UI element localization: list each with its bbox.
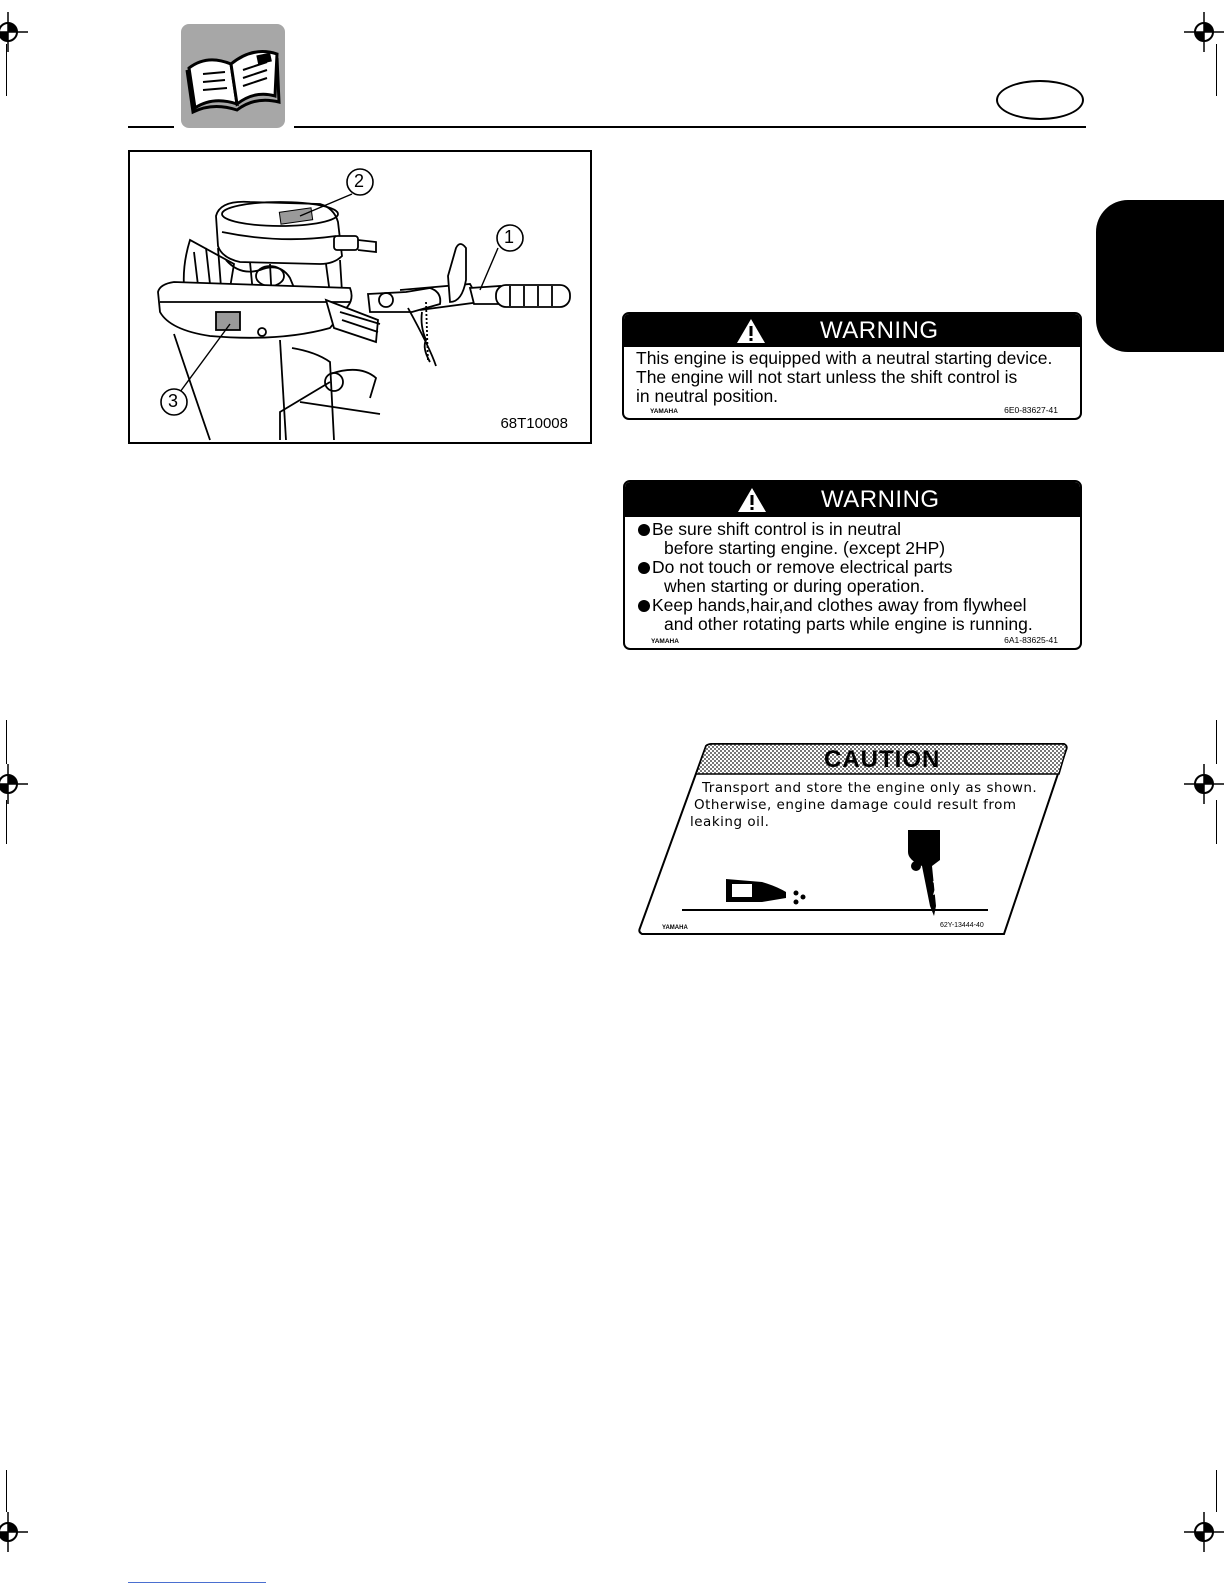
caution-line: leaking oil.	[690, 814, 770, 830]
bullet-dot	[638, 562, 650, 574]
warning-triangle-icon	[737, 487, 767, 513]
crop-line	[6, 720, 7, 764]
warning-title: WARNING	[821, 485, 940, 513]
registration-mark-middle-right	[1184, 764, 1224, 804]
section-tab	[1096, 200, 1224, 352]
registration-mark-bottom-left	[0, 1512, 28, 1552]
brand-text: YAMAHA	[650, 408, 678, 415]
language-indicator-oval	[996, 80, 1084, 120]
label-part-number: 6A1-83625-41	[1004, 635, 1058, 645]
bullet-dot	[638, 600, 650, 612]
bullet-line: and other rotating parts while engine is running.	[664, 614, 1033, 634]
caution-title: CAUTION	[824, 746, 941, 773]
registration-mark-bottom-right	[1184, 1512, 1224, 1552]
callout-2-label: 2	[354, 171, 365, 191]
bullet-line: Be sure shift control is in neutral	[652, 519, 902, 539]
callout-3-label: 3	[168, 391, 179, 411]
warning-label-neutral-start	[622, 312, 1082, 420]
open-book-icon	[181, 24, 285, 128]
caution-line: Otherwise, engine damage could result from	[694, 797, 1017, 813]
bullet-dot	[638, 524, 650, 536]
warning-bullet	[638, 520, 1080, 558]
outboard-engine-figure	[128, 150, 592, 444]
label-part-number: 62Y-13444-40	[940, 922, 984, 929]
footer-rule	[128, 1582, 266, 1583]
warning-bullet	[638, 596, 1080, 634]
crop-line	[6, 44, 7, 96]
crop-line	[1216, 1470, 1217, 1512]
brand-text: YAMAHA	[662, 925, 688, 931]
bullet-line: Keep hands,hair,and clothes away from flywheel	[652, 595, 1027, 615]
warning-line: The engine will not start unless the shift control is	[636, 367, 1018, 387]
warning-label-safety	[623, 480, 1082, 650]
label-part-number: 6E0-83627-41	[1004, 405, 1058, 415]
crop-line	[1216, 44, 1217, 96]
header-rule	[128, 126, 174, 128]
caution-label	[636, 742, 1072, 938]
registration-mark-middle-left	[0, 764, 28, 804]
warning-line: in neutral position.	[636, 386, 779, 406]
callout-1-label: 1	[504, 227, 515, 247]
bullet-line: before starting engine. (except 2HP)	[664, 538, 946, 558]
crop-line	[6, 800, 7, 844]
crop-line	[1216, 720, 1217, 764]
bullet-line: Do not touch or remove electrical parts	[652, 557, 953, 577]
warning-bullet	[638, 558, 1080, 596]
crop-line	[6, 1470, 7, 1512]
brand-text: YAMAHA	[651, 638, 679, 645]
registration-mark-top-right	[1184, 12, 1224, 52]
warning-line: This engine is equipped with a neutral starting device.	[636, 348, 1053, 368]
crop-line	[1216, 800, 1217, 844]
warning-triangle-icon	[736, 318, 766, 344]
bullet-line: when starting or during operation.	[664, 576, 925, 596]
header-rule	[294, 126, 1086, 128]
outboard-engine-illustration	[130, 152, 590, 442]
figure-code: 68T10008	[500, 415, 568, 432]
registration-mark-top-left	[0, 12, 28, 52]
caution-line: Transport and store the engine only as shown.	[702, 780, 1038, 796]
warning-title: WARNING	[820, 316, 939, 344]
